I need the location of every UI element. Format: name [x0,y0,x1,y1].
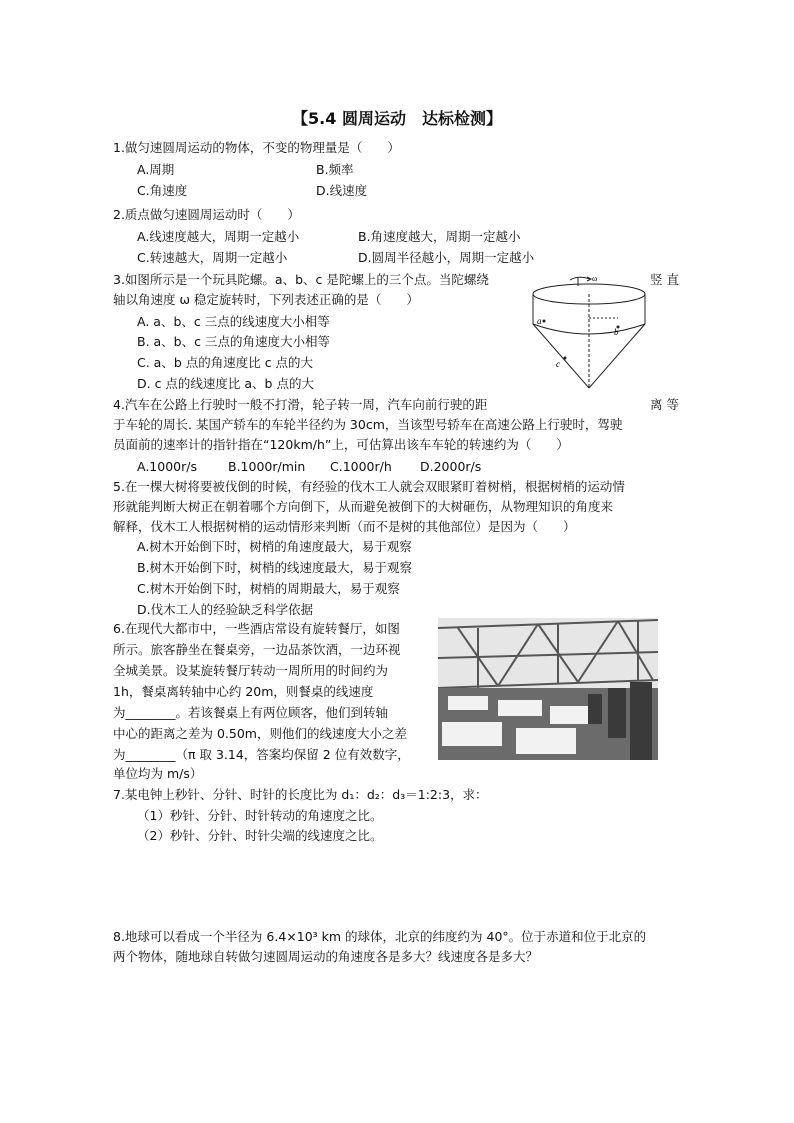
q7-stem: 7.某电钟上秒针、分针、时针的长度比为 d₁：d₂：d₃＝1:2:3，求： [113,787,488,802]
rotation-arrow [570,277,590,280]
q4-option-a[interactable]: A.1000r/s [137,459,197,474]
q2-option-a[interactable]: A.线速度越大，周期一定越小 [137,229,300,244]
restaurant-illustration [438,618,658,760]
spinning-top-figure [528,272,652,392]
label-omega: ω [592,274,598,283]
q4-line1: 4.汽车在公路上行驶时一般不打滑，轮子转一周，汽车向前行驶的距 [113,397,488,412]
point-c [564,357,567,360]
q3-line2: 轴以角速度 ω 稳定旋转时，下列表述正确的是（ ） [113,292,419,307]
q2-option-c[interactable]: C.转速越大，周期一定越小 [137,250,288,265]
q3-line1-end: 竖 直 [650,272,679,287]
q7-part1: （1）秒针、分针、时针转动的角速度之比。 [137,808,383,823]
q6-line: 为________。若该餐桌上有两位顾客，他们到转轴 [113,705,389,720]
q2-stem: 2.质点做匀速圆周运动时（ ） [113,207,300,222]
page-title: 【5.4 圆周运动 达标检测】 [292,109,502,128]
q3-option-d[interactable]: D. c 点的线速度比 a、b 点的大 [137,376,314,391]
q1-option-a[interactable]: A.周期 [137,162,175,177]
q5-option-b[interactable]: B.树木开始倒下时，树梢的线速度最大，易于观察 [137,560,413,575]
q6-line: 所示。旅客静坐在餐桌旁，一边品茶饮酒，一边环视 [113,642,401,657]
q3-line1: 3.如图所示是一个玩具陀螺。a、b、c 是陀螺上的三个点。当陀螺绕 [113,272,489,287]
label-b: b [614,327,619,337]
q3-option-c[interactable]: C. a、b 点的角速度比 c 点的大 [137,355,314,370]
q6-line: 中心的距离之差为 0.50m，则他们的线速度大小之差 [113,726,407,741]
q5-line1: 5.在一棵大树将要被伐倒的时候，有经验的伐木工人就会双眼紧盯着树梢，根据树梢的运动情 [113,479,625,494]
q7-part2: （2）秒针、分针、时针尖端的线速度之比。 [137,828,383,843]
q4-option-c[interactable]: C.1000r/h [330,459,392,474]
q6-line: 6.在现代大都市中，一些酒店常设有旋转餐厅，如图 [113,621,400,636]
label-a: a [537,316,542,326]
q6-line: 1h，餐桌离转轴中心约 20m，则餐桌的线速度 [113,684,374,699]
q5-option-a[interactable]: A.树木开始倒下时，树梢的角速度最大，易于观察 [137,539,412,554]
q4-line1-end: 离 等 [650,397,679,412]
q4-option-b[interactable]: B.1000r/min [228,459,306,474]
q5-line3: 解释，伐木工人根据树梢的运动情形来判断（而不是树的其他部位）是因为（ ） [113,519,576,534]
point-a [543,320,546,323]
q8-line1: 8.地球可以看成一个半径为 6.4×10³ km 的球体，北京的纬度约为 40°。位于赤道和位于北京的 [113,929,647,944]
q8-line2: 两个物体，随地球自转做匀速圆周运动的角速度各是多大？线速度各是多大？ [113,949,539,964]
q5-option-c[interactable]: C.树木开始倒下时，树梢的周期最大，易于观察 [137,581,400,596]
q6-line: 全城美景。设某旋转餐厅转动一周所用的时间约为 [113,663,389,678]
q2-option-b[interactable]: B.角速度越大，周期一定越小 [358,229,521,244]
q1-option-c[interactable]: C.角速度 [137,183,188,198]
q4-line3: 员面前的速率计的指针指在“120km/h”上，可估算出该车车轮的转速约为（ ） [113,437,569,452]
q5-option-d[interactable]: D.伐木工人的经验缺乏科学依据 [137,602,314,617]
q3-option-b[interactable]: B. a、b、c 三点的角速度大小相等 [137,334,330,349]
q4-line2: 于车轮的周长. 某国产轿车的车轮半径约为 30cm，当该型号轿车在高速公路上行驶时，驾驶 [113,417,623,432]
q6-line: 为________（π 取 3.14，答案均保留 2 位有效数字， [113,747,410,762]
q1-option-d[interactable]: D.线速度 [316,183,368,198]
q2-option-d[interactable]: D.圆周半径越小，周期一定越小 [358,250,535,265]
q1-stem: 1.做匀速圆周运动的物体，不变的物理量是（ ） [113,140,400,155]
q6-line: 单位均为 m/s） [113,766,203,781]
q1-option-b[interactable]: B.频率 [316,162,354,177]
label-c: c [556,359,560,369]
q3-option-a[interactable]: A. a、b、c 三点的线速度大小相等 [137,314,330,329]
revolving-restaurant-photo [438,618,658,760]
q4-option-d[interactable]: D.2000r/s [420,459,482,474]
q5-line2: 形就能判断大树正在朝着哪个方向倒下，从而避免被倒下的大树砸伤，从物理知识的角度来 [113,499,614,514]
